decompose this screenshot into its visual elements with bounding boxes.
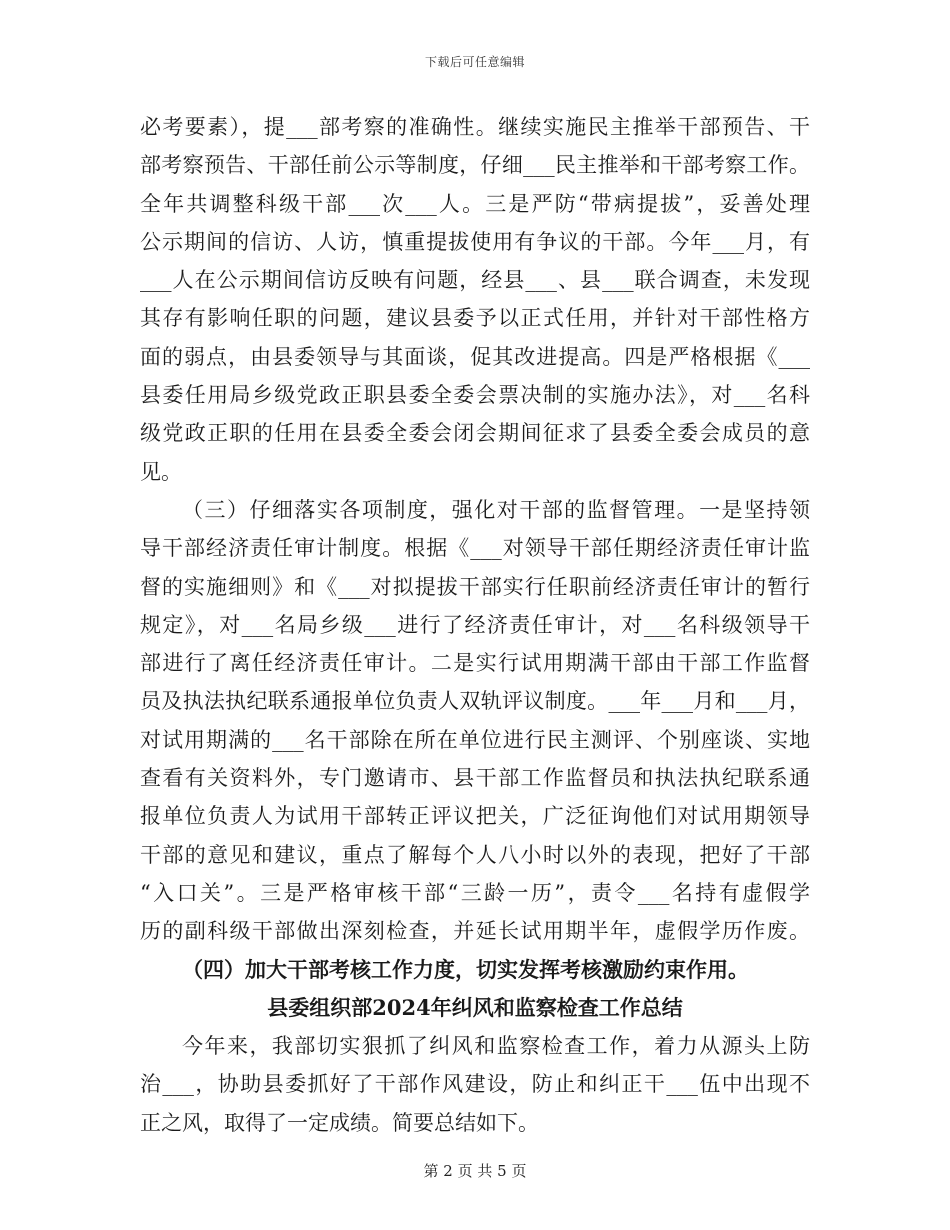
body-line: 规定》，对___名局乡级___进行了经济责任审计，对___名科级领导干 xyxy=(140,612,810,637)
body-line: 部进行了离任经济责任审计。二是实行试用期满干部由干部工作监督 xyxy=(140,651,810,676)
body-line: “入口关”。三是严格审核干部“三龄一历”，责令___名持有虚假学 xyxy=(140,880,810,905)
body-line: 干部的意见和建议，重点了解每个人八小时以外的表现，把好了干部 xyxy=(140,842,810,867)
header-note: 下载后可任意编辑 xyxy=(424,55,525,69)
body-line: ___人在公示期间信访反映有问题，经县___、县___联合调查，未发现 xyxy=(140,268,810,293)
intro-first-line: 今年来，我部切实狠抓了纠风和监察检查工作，着力从源头上防 xyxy=(182,1034,810,1059)
body-line: 公示期间的信访、人访，慎重提拔使用有争议的干部。今年___月，有 xyxy=(140,229,810,254)
body-line: 其存有影响任职的问题，建议县委予以正式任用，并针对干部性格方 xyxy=(140,306,810,331)
body-line: 级党政正职的任用在县委全委会闭会期间征求了县委全委会成员的意 xyxy=(140,421,810,446)
body-line: 历的副科级干部做出深刻检查，并延长试用期半年，虚假学历作废。 xyxy=(140,919,810,944)
body-line: 见。 xyxy=(140,459,182,484)
body-line: 查看有关资料外，专门邀请市、县干部工作监督员和执法执纪联系通 xyxy=(140,766,810,791)
body-line: 面的弱点，由县委领导与其面谈，促其改进提高。四是严格根据《___ xyxy=(140,344,810,369)
body-line: 部考察预告、干部任前公示等制度，仔细___民主推举和干部考察工作。 xyxy=(140,153,810,178)
body-line: 必考要素），提___部考察的准确性。继续实施民主推举干部预告、干 xyxy=(140,115,810,139)
document-title: 县委组织部2024年纠风和监察检查工作总结 xyxy=(267,994,683,1020)
body-line: 正之风，取得了一定成绩。简要总结如下。 xyxy=(140,1110,539,1135)
body-line: 对试用期满的___名干部除在所在单位进行民主测评、个别座谈、实地 xyxy=(140,727,810,752)
page-number: 第 2 页 共 5 页 xyxy=(423,1162,527,1180)
body-line: 治___，协助县委抓好了干部作风建设，防止和纠正干___伍中出现不 xyxy=(140,1072,810,1097)
body-line: 报单位负责人为试用干部转正评议把关，广泛征询他们对试用期领导 xyxy=(140,804,810,829)
body-line: 全年共调整科级干部___次___人。三是严防“带病提拔”，妥善处理 xyxy=(140,191,810,216)
body-line: 导干部经济责任审计制度。根据《___对领导干部任期经济责任审计监 xyxy=(140,536,810,561)
section-three-first-line: （三）仔细落实各项制度，强化对干部的监督管理。一是坚持领 xyxy=(182,497,810,522)
body-line: 县委任用局乡级党政正职县委全委会票决制的实施办法》，对___名科 xyxy=(140,383,810,408)
body-line: 督的实施细则》和《___对拟提拔干部实行任职前经济责任审计的暂行 xyxy=(140,574,810,599)
body-line: 员及执法执纪联系通报单位负责人双轨评议制度。___年___月和___月， xyxy=(140,689,810,714)
document-body xyxy=(140,108,810,1142)
section-four-heading: （四）加大干部考核工作力度，切实发挥考核激励约束作用。 xyxy=(182,956,749,982)
